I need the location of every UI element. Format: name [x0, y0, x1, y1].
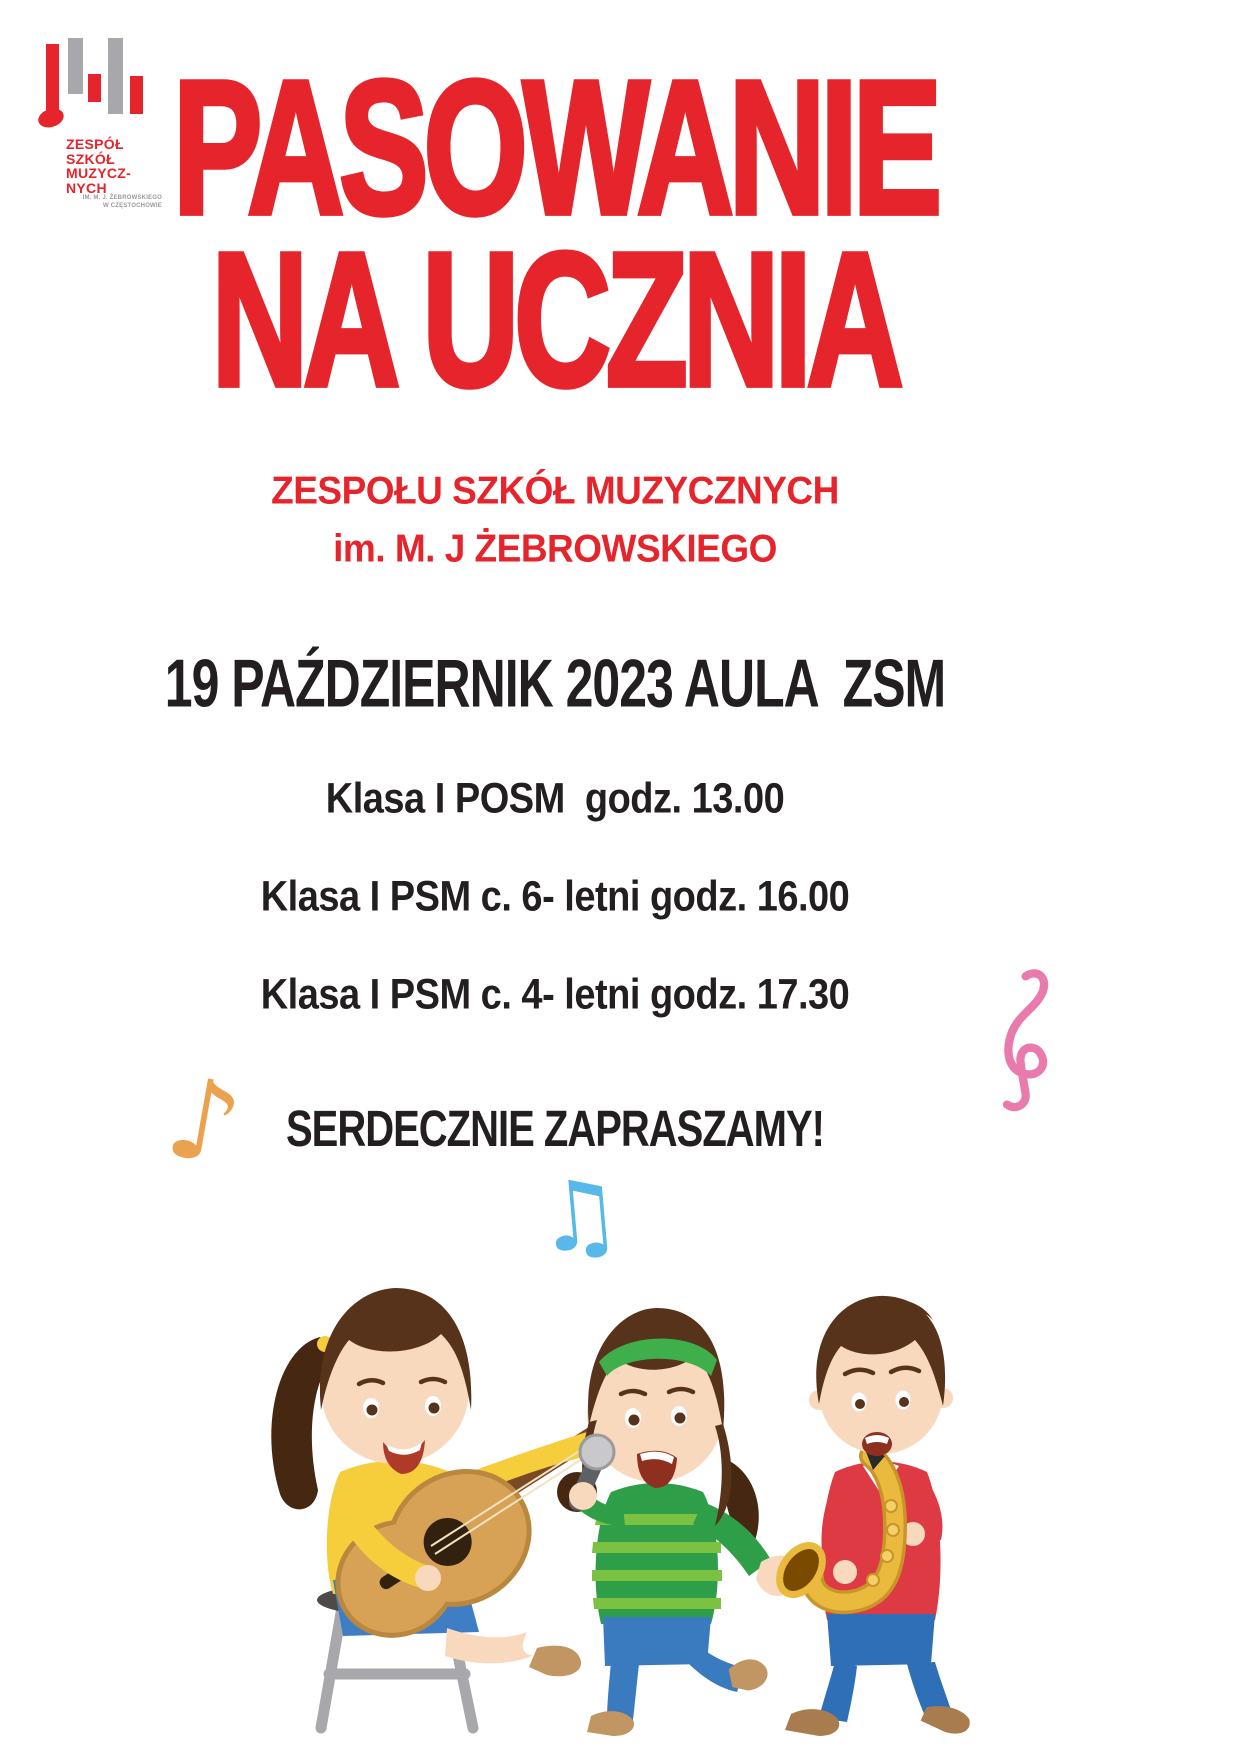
poster-title-line1: PASOWANIE	[172, 42, 938, 255]
school-patron-line: im. M. J ŻEBROWSKIEGO	[333, 527, 777, 571]
boy-saxophonist	[771, 1296, 972, 1736]
blue-beamed-notes-icon: ♫	[531, 1156, 627, 1276]
schedule-row: Klasa I PSM c. 4- letni godz. 17.30	[260, 971, 850, 1019]
closing-invitation: SERDECZNIE ZAPRASZAMY!	[285, 1101, 825, 1158]
school-name-line: ZESPOŁU SZKÓŁ MUZYCZNYCH	[271, 469, 839, 513]
orange-eighth-note-icon: ♪	[157, 1051, 251, 1193]
schedule-row: Klasa I POSM godz. 13.00	[325, 775, 785, 823]
children-musicians-illustration	[225, 1156, 1070, 1747]
logo-patron-line1: IM. M. J. ŻEBROWSKIEGO	[82, 195, 162, 202]
schedule-row: Klasa I PSM c. 6- letni godz. 16.00	[260, 873, 850, 921]
logo-line: SZKÓŁ	[66, 150, 115, 167]
event-date-line: 19 PAŹDZIERNIK 2023 AULA ZSM	[164, 645, 946, 722]
logo-line: NYCH	[66, 179, 107, 196]
pink-treble-clef-icon	[982, 966, 1060, 1116]
logo-patron-line2: W CZĘSTOCHOWIE	[102, 202, 162, 209]
poster-title-line2: NA UCZNIA	[211, 214, 899, 427]
girl-singer	[557, 1308, 801, 1736]
logo-line: ZESPÓŁ	[66, 136, 124, 152]
logo-line: MUZYCZ-	[66, 165, 132, 182]
